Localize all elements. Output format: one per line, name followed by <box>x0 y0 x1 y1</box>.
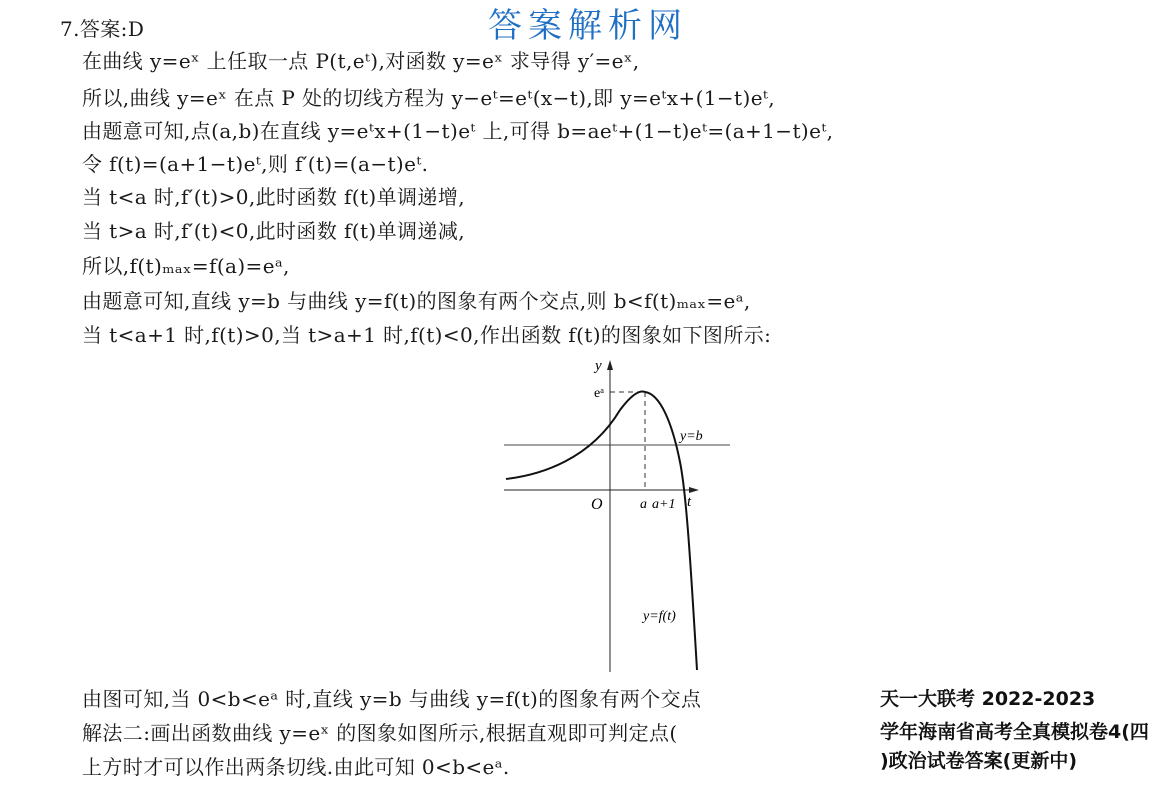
solution-line-4: 令 f(t)=(a+1−t)eᵗ,则 f′(t)=(a−t)eᵗ. <box>82 152 429 176</box>
solution-line-9: 当 t<a+1 时,f(t)>0,当 t>a+1 时,f(t)<0,作出函数 f(t)的图象如下图所示: <box>82 323 772 347</box>
peak-label: eᵃ <box>594 386 605 401</box>
curve-label: y=f(t) <box>643 609 676 624</box>
brand-watermark: 答案解析网 <box>488 6 688 46</box>
a-plus-1-label: a+1 <box>652 497 676 512</box>
solution-line-3: 由题意可知,点(a,b)在直线 y=eᵗx+(1−t)eᵗ 上,可得 b=aeᵗ+(1−t)eᵗ=(a+1−t)eᵗ, <box>82 119 834 143</box>
solution-line-8: 由题意可知,直线 y=b 与曲线 y=f(t)的图象有两个交点,则 b<f(t)ₘₐₓ=eᵃ, <box>82 289 751 313</box>
solution-line-5: 当 t<a 时,f′(t)>0,此时函数 f(t)单调递增, <box>82 185 465 209</box>
conclusion-line-1: 由图可知,当 0<b<eᵃ 时,直线 y=b 与曲线 y=f(t)的图象有两个交点 <box>82 687 702 711</box>
watermark-line-2: 学年海南省高考全真模拟卷4(四 <box>880 721 1149 743</box>
solution-line-2: 所以,曲线 y=eˣ 在点 P 处的切线方程为 y−eᵗ=eᵗ(x−t),即 y=eᵗx+(1−t)eᵗ, <box>82 86 776 110</box>
curve-f-t <box>506 392 697 670</box>
watermark-line-1: 天一大联考 2022-2023 <box>880 688 1096 710</box>
y-axis-label: y <box>595 358 602 374</box>
solution-line-6: 当 t>a 时,f′(t)<0,此时函数 f(t)单调递减, <box>82 219 465 243</box>
solution-line-1: 在曲线 y=eˣ 上任取一点 P(t,eᵗ),对函数 y=eˣ 求导得 y′=eˣ, <box>82 49 640 73</box>
function-graph <box>500 352 760 672</box>
answer-header: 7.答案:D <box>60 17 145 41</box>
y-axis-arrow <box>607 360 613 370</box>
origin-label: O <box>591 496 603 513</box>
watermark-line-3: )政治试卷答案(更新中) <box>880 750 1078 772</box>
solution-line-7: 所以,f(t)ₘₐₓ=f(a)=eᵃ, <box>82 254 290 278</box>
t-axis-arrow <box>689 487 699 493</box>
t-axis-label: t <box>687 494 692 510</box>
line-b-label: y=b <box>680 429 703 444</box>
conclusion-line-3: 上方时才可以作出两条切线.由此可知 0<b<eᵃ. <box>82 755 510 779</box>
conclusion-line-2: 解法二:画出函数曲线 y=eˣ 的图象如图所示,根据直观即可判定点( <box>82 721 678 745</box>
a-label: a <box>640 497 647 512</box>
